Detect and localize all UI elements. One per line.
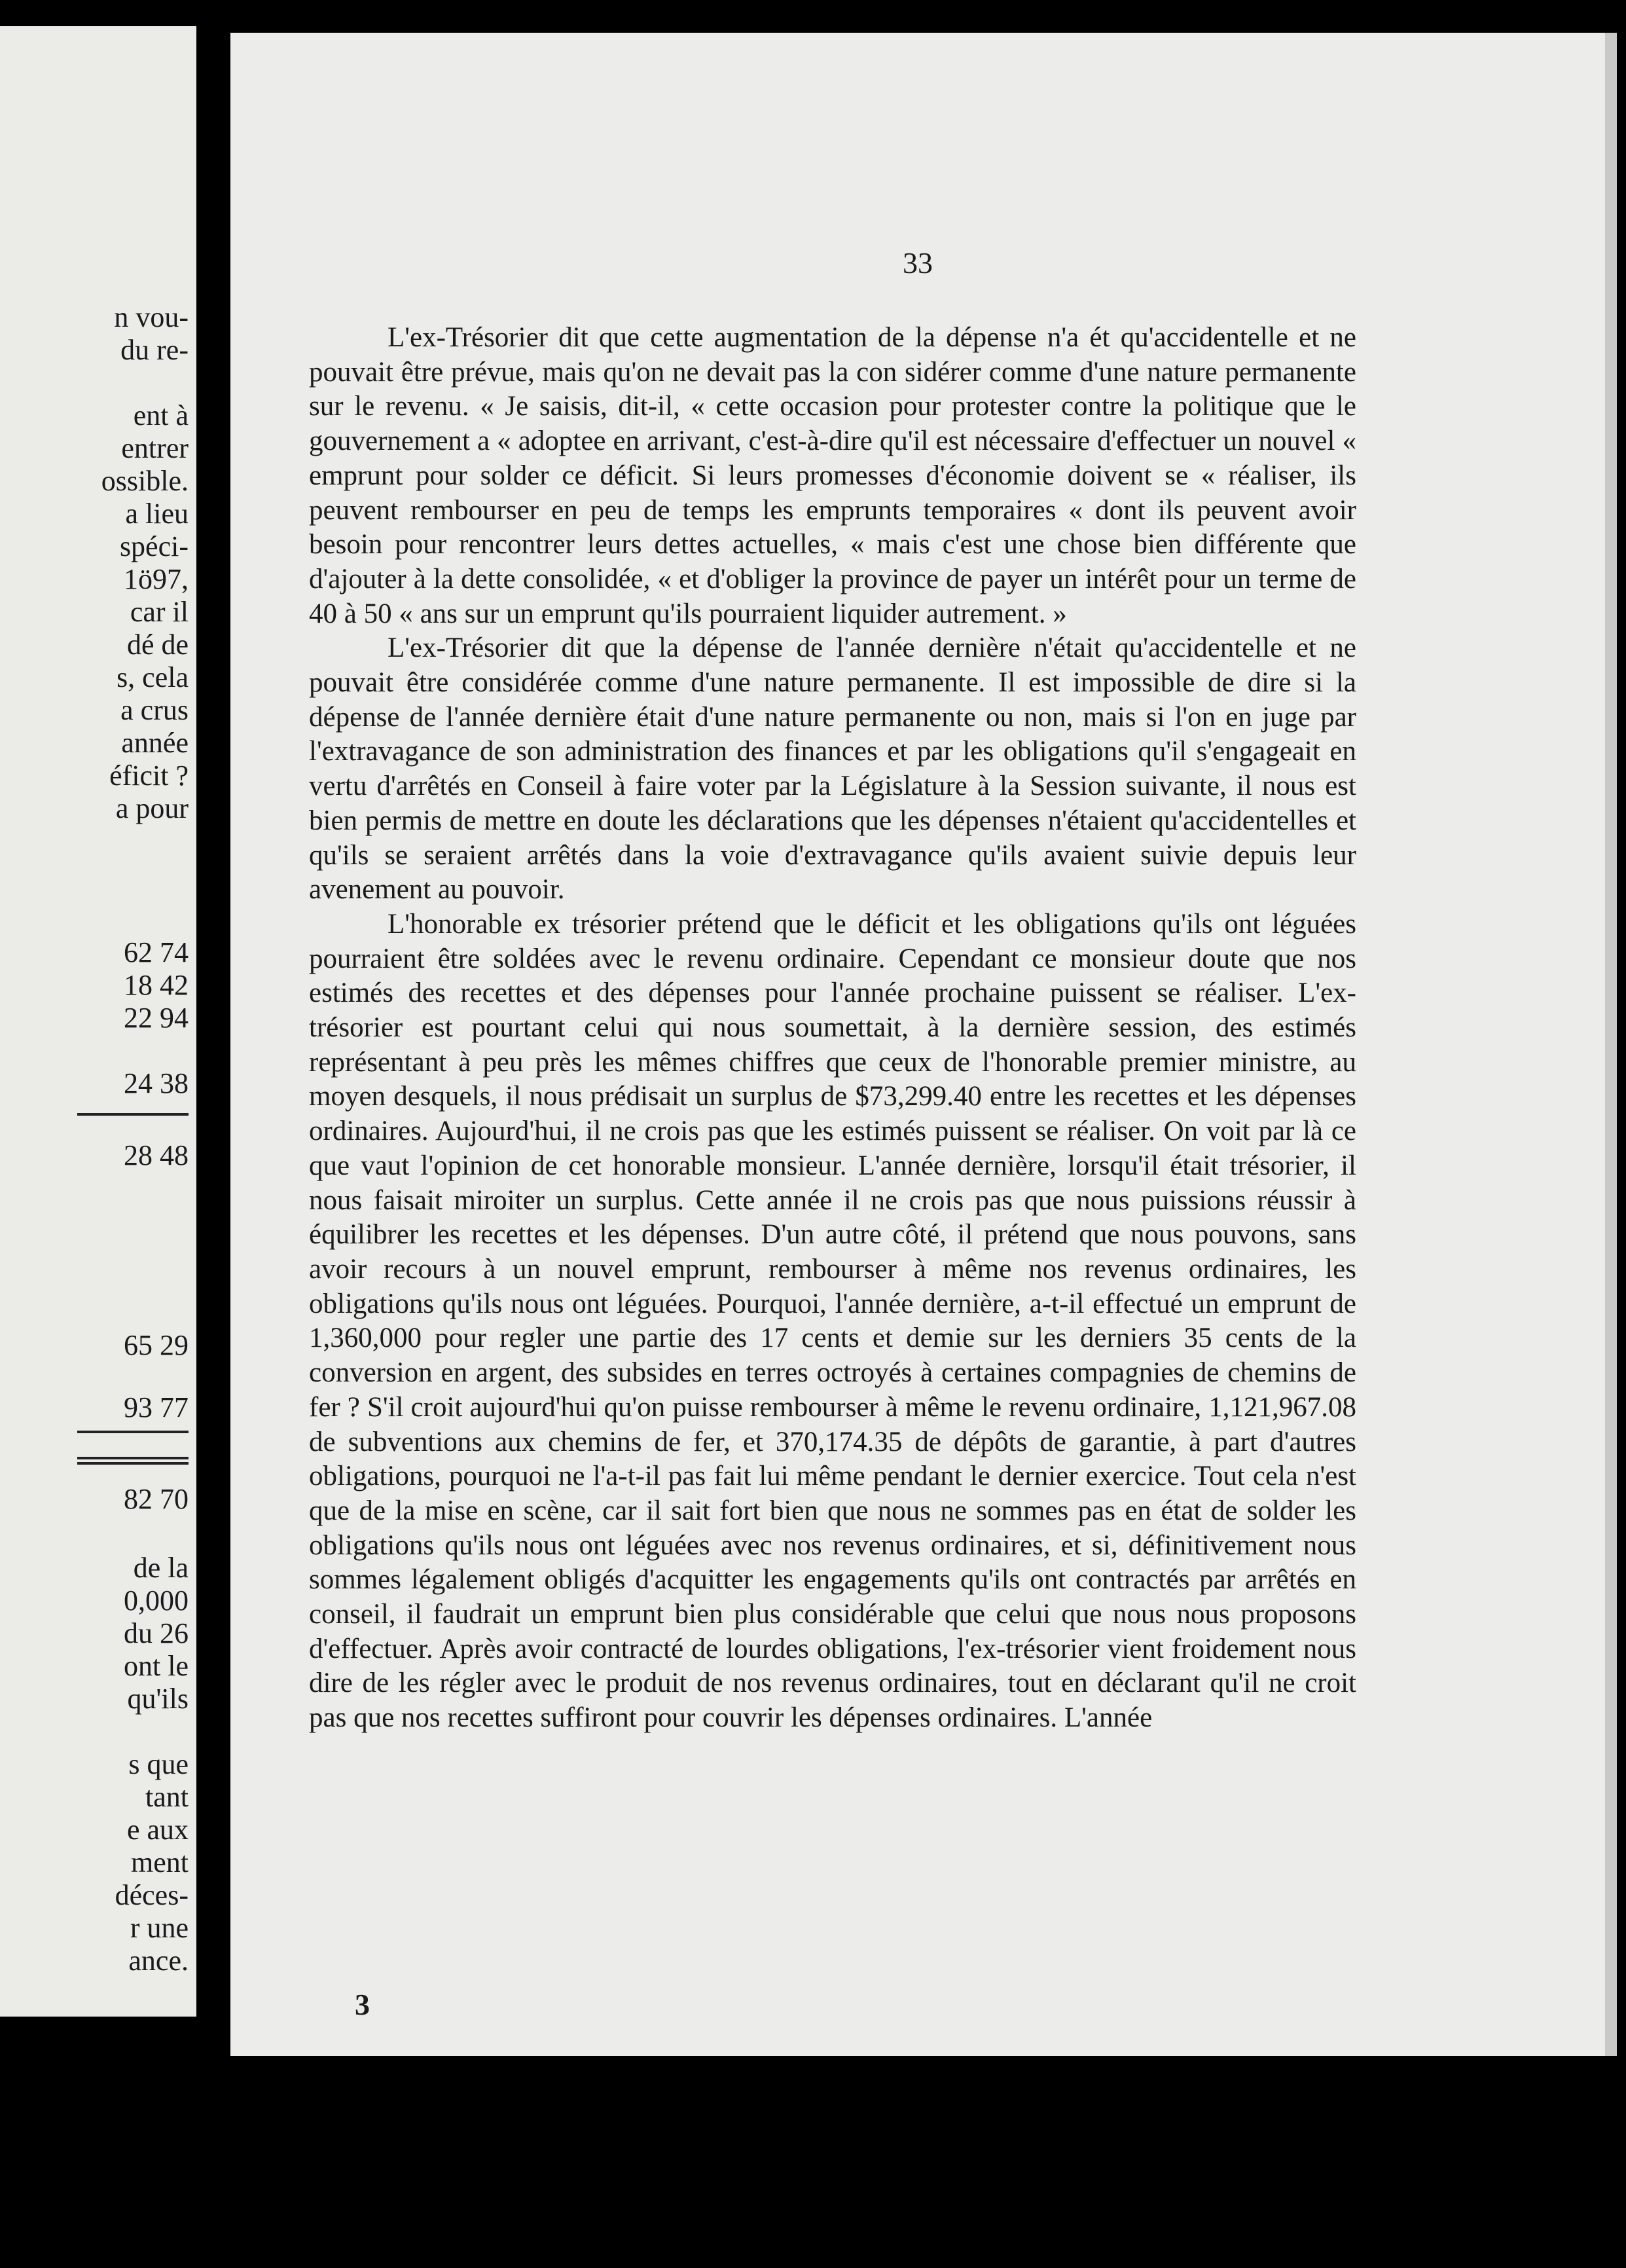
facing-page-line: ance. — [128, 1945, 189, 1977]
facing-page-line: de la — [133, 1552, 189, 1584]
facing-page-line: s, cela — [117, 661, 189, 693]
facing-page-line: déces- — [115, 1879, 189, 1911]
book-page — [230, 33, 1617, 2056]
book-gutter — [196, 0, 230, 2268]
facing-page-line: 65 29 — [124, 1329, 189, 1361]
sum-rule — [77, 1457, 189, 1459]
signature-mark: 3 — [355, 1988, 370, 2021]
facing-page-line: spéci- — [119, 530, 189, 562]
facing-page-line: 22 94 — [124, 1002, 189, 1034]
facing-page-line: dé de — [126, 629, 189, 661]
facing-page-line: s que — [128, 1748, 189, 1780]
facing-page — [0, 26, 196, 2017]
sum-rule — [77, 1462, 189, 1465]
facing-page-line: a crus — [120, 694, 189, 726]
page-body — [309, 321, 1356, 1736]
facing-page-line: du 26 — [124, 1617, 189, 1649]
facing-page-line: a pour — [115, 792, 189, 824]
facing-page-line: 82 70 — [124, 1483, 189, 1515]
facing-page-line: 0,000 — [124, 1584, 189, 1617]
facing-page-line: 18 42 — [124, 969, 189, 1001]
paragraph: L'ex-Trésorier dit que la dépense de l'année dernière n'était qu'accidentelle et ne pouvait être considérée comme d'une nature permanente. Il est impossible de dire si la dépense de l'année dernière était d'une nature permanente ou non, mais si l'on en juge par l'extravagance de son administration des finances et par les obligations qu'il s'engageait en vertu d'arrêtés en Conseil à faire voter par la Législature à la Session suivante, il nous est bien permis de mettre en doute les déclarations que les dépenses n'étaient qu'accidentelles et qu'ils se seraient arrêtés dans la voie d'extravagance qu'ils avaient suivie depuis leur avenement au pouvoir. — [309, 632, 1356, 905]
facing-page-line: du re- — [120, 334, 189, 366]
facing-page-line: ont le — [124, 1650, 189, 1682]
facing-page-line: 24 38 — [124, 1067, 189, 1099]
facing-page-line: 62 74 — [124, 936, 189, 968]
facing-page-line: a lieu — [125, 498, 189, 530]
sum-rule — [77, 1431, 189, 1433]
facing-page-line: tant — [145, 1781, 189, 1813]
paragraph: L'honorable ex trésorier prétend que le déficit et les obligations qu'ils ont léguées pourraient être soldées avec le revenu ordinaire. Cependant ce monsieur doute que nos estimés des recettes et des dépenses pour l'année prochaine puissent se réaliser. L'ex-trésorier est pourtant celui qui nous soumettait, à la dernière session, des estimés représentant à peu près les mêmes chiffres que ceux de l'honorable premier ministre, au moyen desquels, il nous prédisait un surplus de $73,299.40 entre les recettes et les dépenses ordinaires. Aujourd'hui, il ne crois pas que les estimés puissent se réaliser. On voit par là ce que vaut l'opinion de cet honorable monsieur. L'année dernière, lorsqu'il était trésorier, il nous faisait miroiter un surplus. Cette année il ne crois pas que nous puissions réussir à équilibrer les recettes et les dépenses. D'un autre côté, il prétend que nous pouvons, sans avoir recours à un nouvel emprunt, rembourser à même nos revenus ordinaires, les obligations qu'ils nous ont léguées. Pourquoi, l'année dernière, a-t-il effectué un emprunt de 1,360,000 pour regler une partie des 17 cents et demie sur les derniers 35 cents de la conversion en argent, des subsides en terres octroyés à certaines compagnies de chemins de fer ? S'il croit aujourd'hui qu'on puisse rembourser à même le revenu ordinaire, 1,121,967.08 de subventions aux chemins de fer, et 370,174.35 de dépôts de garantie, à part d'autres obligations, pourquoi ne l'a-t-il pas fait lui même pendant le dernier exercice. Tout cela n'est que de la mise en scène, car il sait fort bien que nous ne sommes pas en état de solder les obligations qu'ils nous ont léguées avec nos revenus ordinaires, et si, définitivement nous sommes légalement obligés d'acquitter les engagements qu'ils ont contractés par arrêtés en conseil, il faudrait un emprunt bien plus considérable que celui que nous nous proposons d'effectuer. Après avoir contracté de lourdes obligations, l'ex-trésorier vient froidement nous dire de les régler avec le produit de nos revenus ordinaires, tout en déclarant qu'il ne croit pas que nos recettes suffiront pour couvrir les dépenses ordinaires. L'année — [309, 908, 1356, 1734]
paragraph: L'ex-Trésorier dit que cette augmentation de la dépense n'a ét qu'accidentelle et ne pouvait être prévue, mais qu'on ne devait pas la con sidérer comme d'une nature permanente sur le revenu. « Je saisis, dit-il, « cette occasion pour protester contre la politique que le gouvernement a « adoptee en arrivant, c'est-à-dire qu'il est nécessaire d'effectuer un nouvel « emprunt pour solder ce déficit. Si leurs promesses d'économie doivent se « réaliser, ils peuvent rembourser en peu de temps les emprunts temporaires « dont ils peuvent avoir besoin pour rencontrer leurs dettes actuelles, « mais c'est une chose bien différente que d'ajouter à la dette consolidée, « et d'obliger la province de payer un intérêt pour un terme de 40 à 50 « ans sur un emprunt qu'ils pourraient liquider autrement. » — [309, 322, 1356, 629]
facing-page-line: ment — [131, 1846, 189, 1878]
page-number: 33 — [903, 246, 933, 280]
facing-page-line: r une — [130, 1912, 189, 1944]
sum-rule — [77, 1113, 189, 1116]
facing-page-line: qu'ils — [127, 1683, 189, 1715]
facing-page-line: 28 48 — [124, 1139, 189, 1171]
facing-page-line: 93 77 — [124, 1391, 189, 1423]
facing-page-line: entrer — [121, 432, 189, 464]
facing-page-line: éficit ? — [109, 759, 189, 792]
facing-page-line: car il — [130, 596, 189, 628]
facing-page-line: e aux — [126, 1814, 189, 1846]
facing-page-line: n vou- — [114, 301, 189, 333]
facing-page-line: ent à — [133, 399, 189, 431]
facing-page-line: ossible. — [101, 465, 189, 497]
facing-page-line: année — [121, 727, 189, 759]
facing-page-line: 1ö97, — [124, 563, 189, 595]
